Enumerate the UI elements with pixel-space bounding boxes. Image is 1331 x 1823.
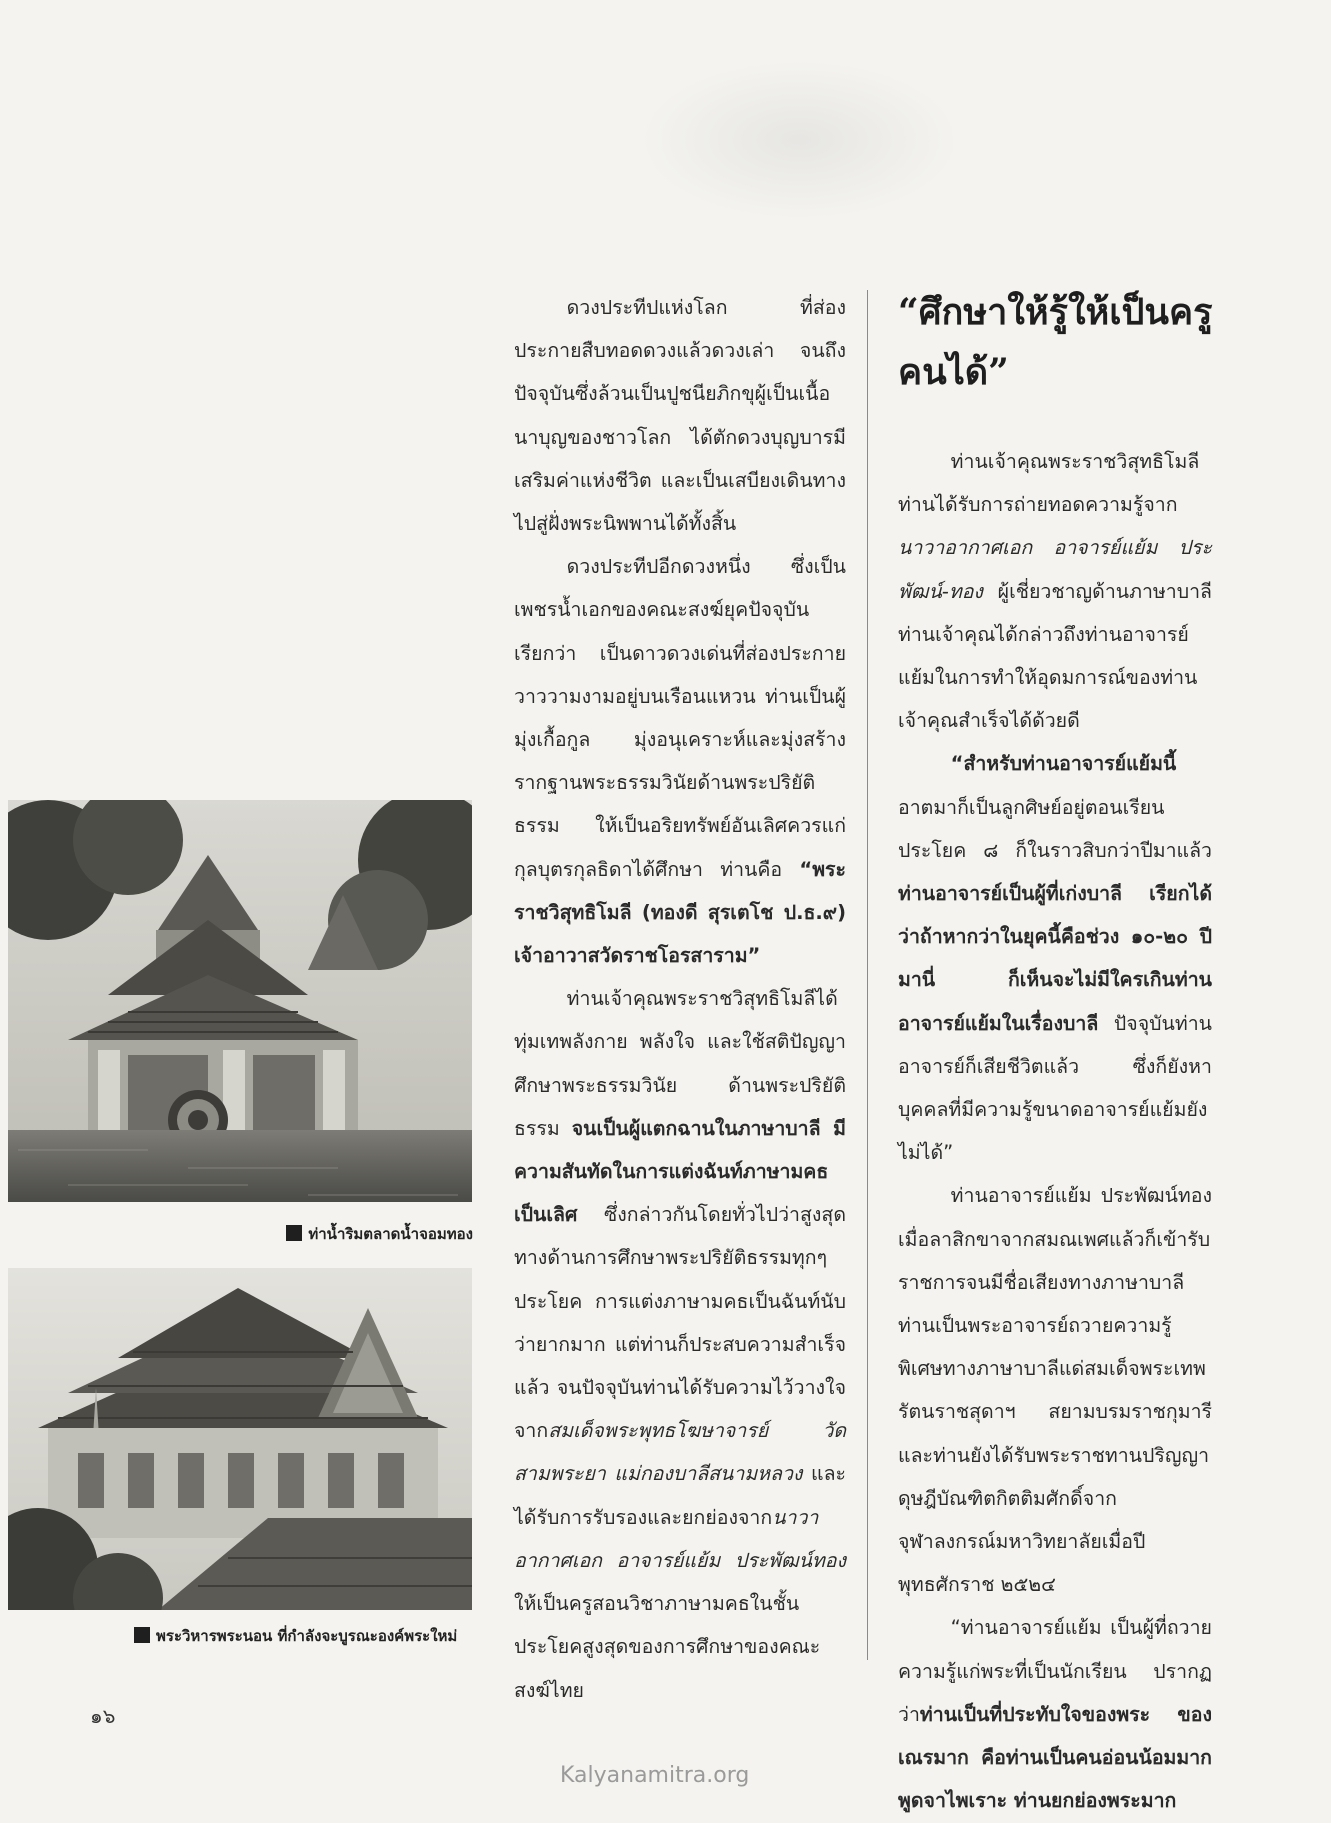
- caption-bullet-icon: [134, 1627, 150, 1643]
- caption-bullet-icon: [286, 1225, 302, 1241]
- paragraph: “สำหรับท่านอาจารย์แย้มนี้ อาตมาก็เป็นลูกศิษย์อยู่ตอนเรียนประโยค ๘ ก็ในราวสิบกว่าปีมาแล้ว ท่านอาจารย์เป็นผู้ที่เก่งบาลี เรียกได้ว่าถ้าหากว่าในยุคนี้คือช่วง ๑๐-๒๐ ปีมานี่ ก็เห็นจะไม่มีใครเกินท่านอาจารย์แย้มในเรื่องบาลี ปัจจุบันท่านอาจารย์ก็เสียชีวิตแล้ว ซึ่งก็ยังหาบุคคลที่มีความรู้ขนาดอาจารย์แย้มยังไม่ได้”: [898, 752, 1212, 1165]
- article-column-middle: [514, 286, 846, 1712]
- watermark: Kalyanamitra.org: [560, 1763, 750, 1788]
- caption-photo-2: พระวิหารพระนอน ที่กำลังจะบูรณะองค์พระใหม่: [134, 1624, 457, 1648]
- column-divider: [867, 290, 868, 1660]
- caption-photo-1: ท่าน้ำริมตลาดน้ำจอมทอง: [286, 1222, 473, 1246]
- section-heading: “ศึกษาให้รู้ให้เป็นครูคนได้”: [898, 291, 1213, 393]
- paragraph: ดวงประทีปแห่งโลก ที่ส่องประกายสืบทอดดวงแล้วดวงเล่า จนถึงปัจจุบันซึ่งล้วนเป็นปูชนียภิกขุผู้เป็นเนื้อนาบุญของชาวโลก ได้ตักดวงบุญบารมีเสริมค่าแห่งชีวิต และเป็นเสบียงเดินทางไปสู่ฝั่งพระนิพพานได้ทั้งสิ้น: [514, 296, 846, 536]
- paragraph: ท่านเจ้าคุณพระราชวิสุทธิโมลีท่านได้รับการถ่ายทอดความรู้จากนาวาอากาศเอก อาจารย์แย้ม ประพัฒน์-ทอง ผู้เชี่ยวชาญด้านภาษาบาลี ท่านเจ้าคุณได้กล่าวถึงท่านอาจารย์แย้มในการทำให้อุดมการณ์ของท่านเจ้าคุณสำเร็จได้ด้วยดี: [898, 450, 1212, 733]
- paragraph: ท่านอาจารย์แย้ม ประพัฒน์ทองเมื่อลาสิกขาจากสมณเพศแล้วก็เข้ารับราชการจนมีชื่อเสียงทางภาษาบาลี ท่านเป็นพระอาจารย์ถวายความรู้พิเศษทางภาษาบาลีแด่สมเด็จพระเทพรัตนราชสุดาฯ สยามบรมราชกุมารี และท่านยังได้รับพระราชทานปริญญาดุษฎีบัณฑิตกิตติมศักดิ์จากจุฬาลงกรณ์มหาวิทยาลัยเมื่อปีพุทธศักราช ๒๕๒๔: [898, 1184, 1212, 1597]
- paragraph: “ท่านอาจารย์แย้ม เป็นผู้ที่ถวายความรู้แก่พระที่เป็นนักเรียน ปรากฏว่าท่านเป็นที่ประทับใจของพระ ของเณรมาก คือท่านเป็นคนอ่อนน้อมมาก พูดจาไพเราะ ท่านยกย่องพระมาก: [898, 1616, 1212, 1813]
- paragraph: ดวงประทีปอีกดวงหนึ่ง ซึ่งเป็นเพชรน้ำเอกของคณะสงฆ์ยุคปัจจุบัน เรียกว่า เป็นดาวดวงเด่นที่ส่องประกายวาววามงามอยู่บนเรือนแหวน ท่านเป็นผู้มุ่งเกื้อกูล มุ่งอนุเคราะห์และมุ่งสร้างรากฐานพระธรรมวินัยด้านพระปริยัติธรรม ให้เป็นอริยทรัพย์อันเลิศควรแก่กุลบุตรกุลธิดาได้ศึกษา ท่านคือ “พระราชวิสุทธิโมลี (ทองดี สุรเตโช ป.ธ.๙) เจ้าอาวาสวัดราชโอรสาราม”: [514, 555, 846, 968]
- article-column-right: [898, 440, 1212, 1823]
- photo-riverside-pavilion: [8, 800, 472, 1202]
- faded-background-mark: [640, 60, 960, 220]
- photo-reclining-buddha-hall: [8, 1268, 472, 1610]
- paragraph: ท่านเจ้าคุณพระราชวิสุทธิโมลีได้ทุ่มเทพลังกาย พลังใจ และใช้สติปัญญาศึกษาพระธรรมวินัย ด้านพระปริยัติธรรม จนเป็นผู้แตกฉานในภาษาบาลี มีความสันทัดในการแต่งฉันท์ภาษามคธเป็นเลิศ ซึ่งกล่าวกันโดยทั่วไปว่าสูงสุดทางด้านการศึกษาพระปริยัติธรรมทุกๆ ประโยค การแต่งภาษามคธเป็นฉันท์นับว่ายากมาก แต่ท่านก็ประสบความสำเร็จแล้ว จนปัจจุบันท่านได้รับความไว้วางใจจากสมเด็จพระพุทธโฆษาจารย์ วัดสามพระยา แม่กองบาลีสนามหลวง และได้รับการรับรองและยกย่องจากนาวาอากาศเอก อาจารย์แย้ม ประพัฒน์ทอง ให้เป็นครูสอนวิชาภาษามคธในชั้นประโยคสูงสุดของการศึกษาของคณะสงฆ์ไทย: [514, 987, 846, 1702]
- page-number: ๑๖: [90, 1704, 116, 1728]
